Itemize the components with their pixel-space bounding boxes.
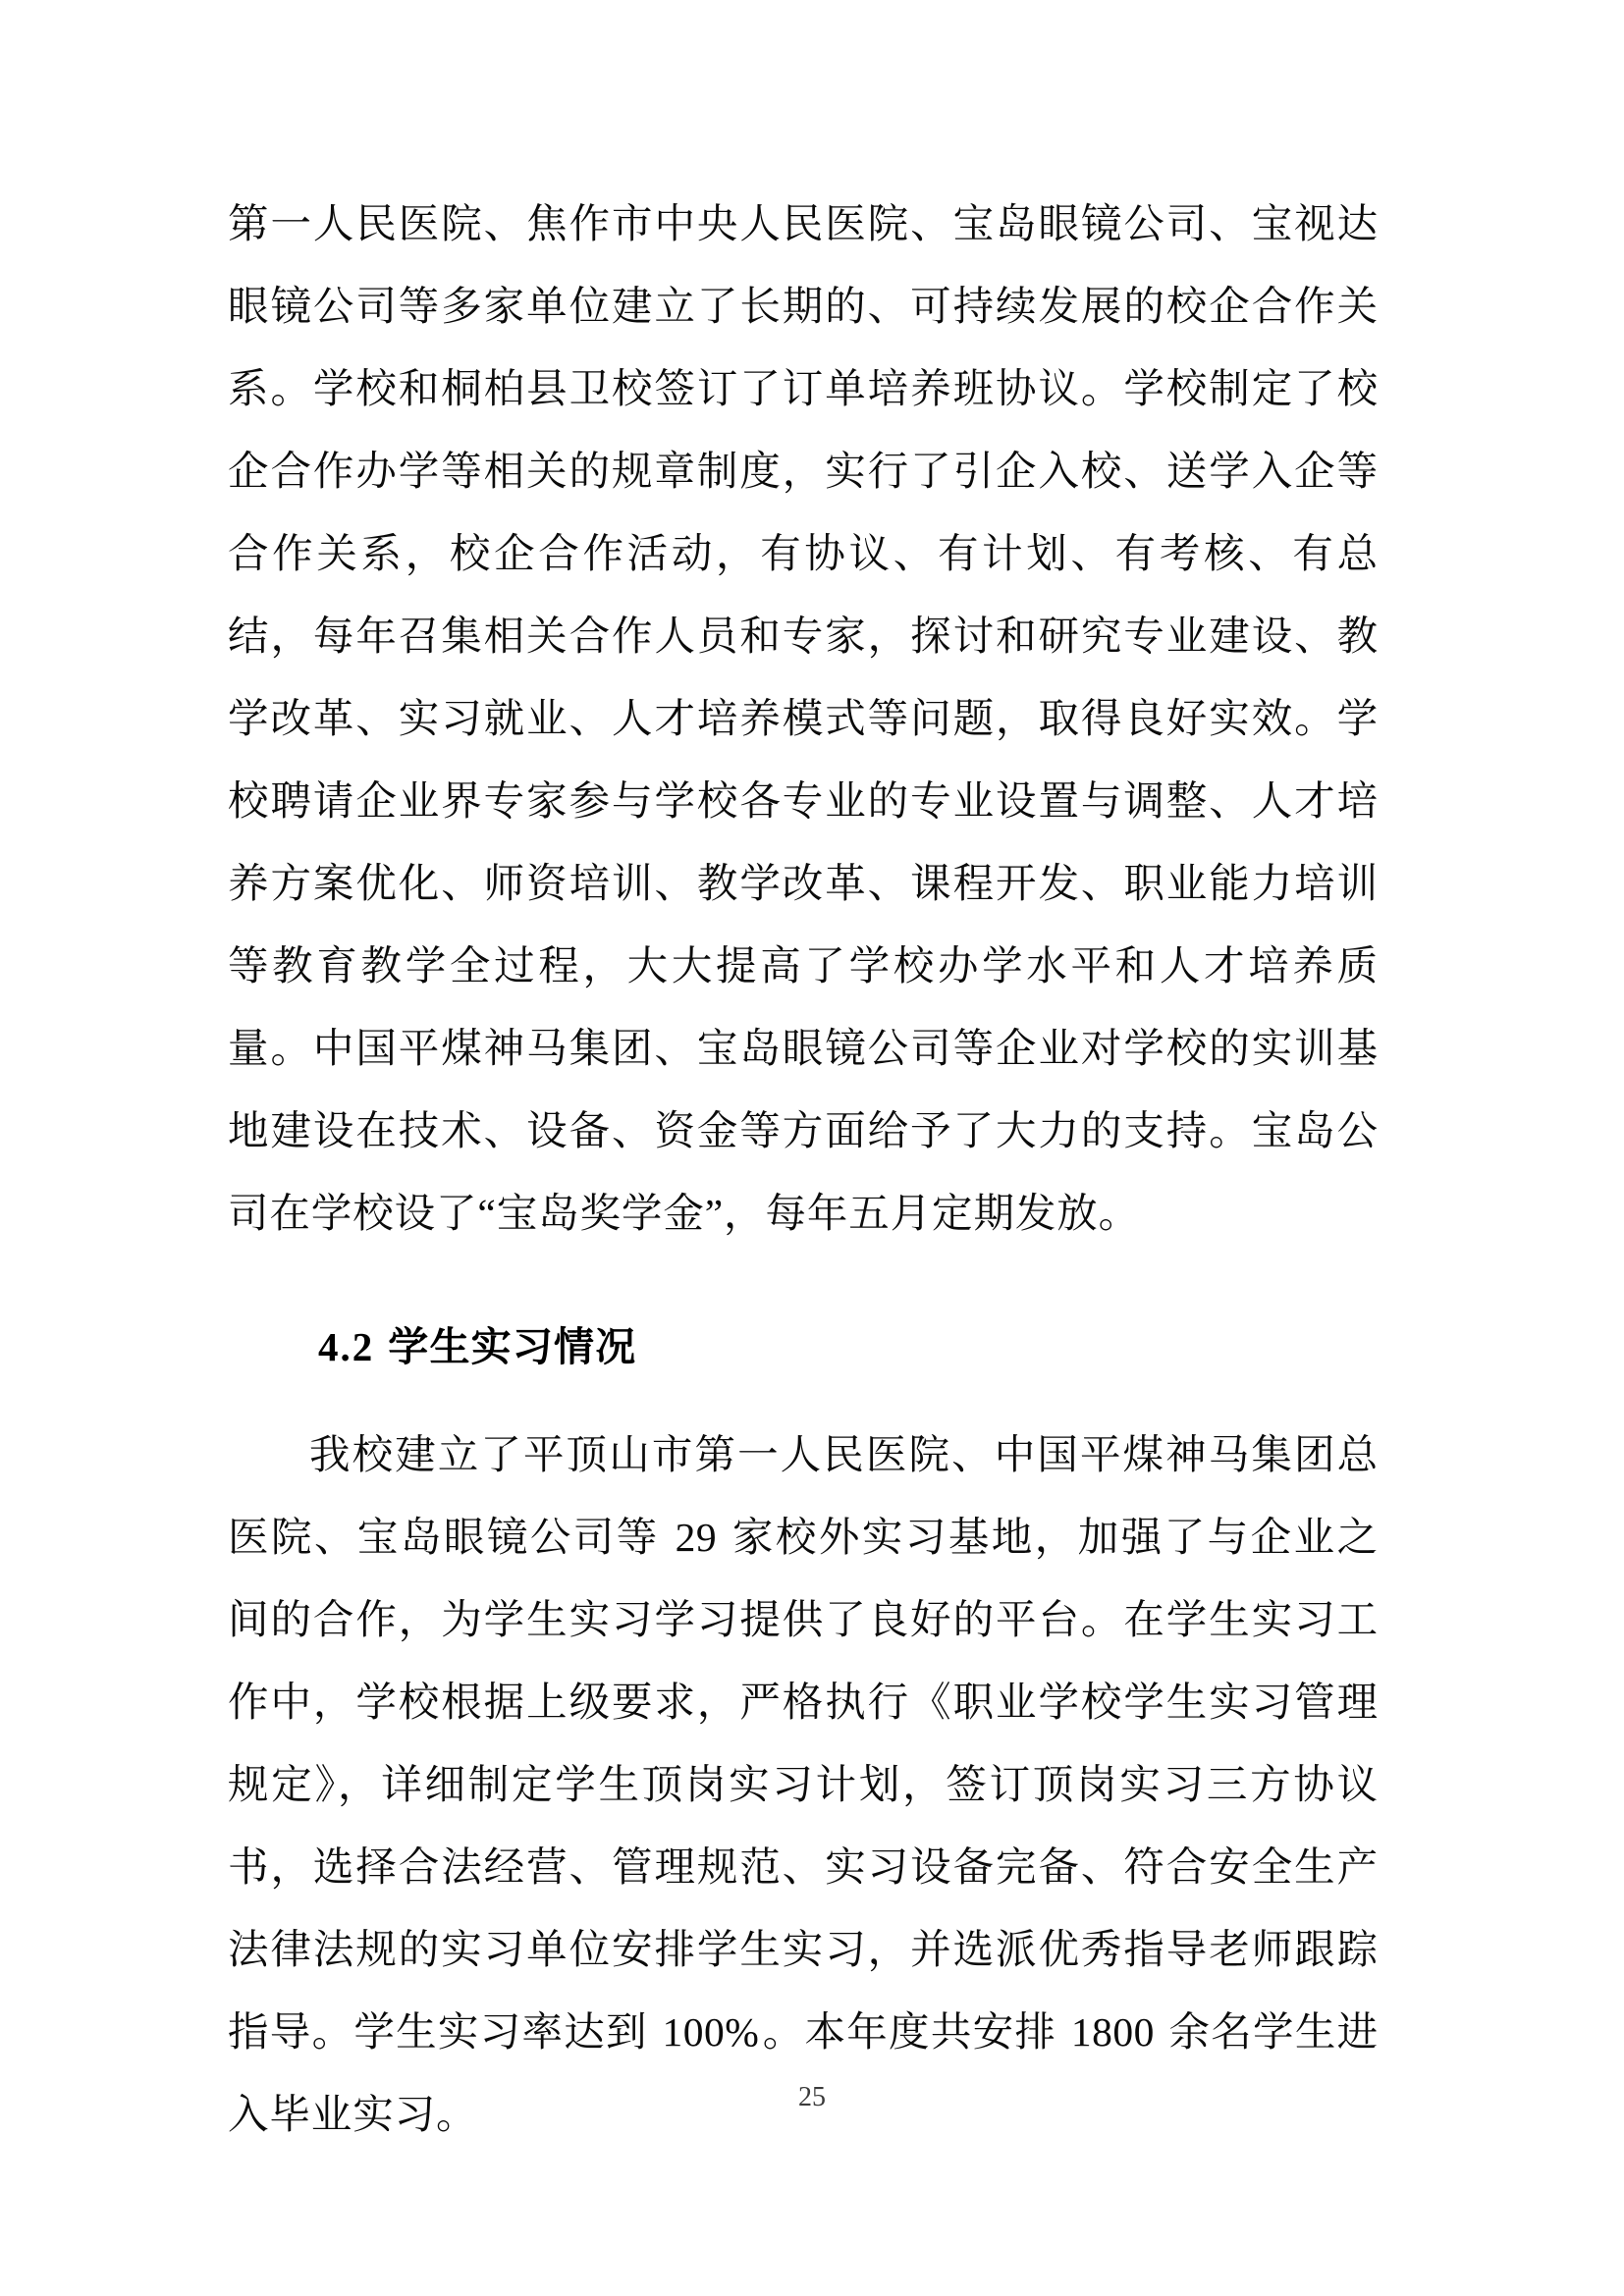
internship-base-count: 29 <box>675 1515 718 1560</box>
section-heading-number: 4.2 <box>318 1324 375 1369</box>
internship-rate-value: 100% <box>662 2009 760 2055</box>
student-count-value: 1800 <box>1070 2009 1155 2055</box>
page-content <box>228 183 1379 2156</box>
paragraph-2-segment-1: 我校建立了平顶山市第一人民医院、中国平煤神马集团总医院、宝岛眼镜公司等 <box>228 1432 1379 1560</box>
body-paragraph-2 <box>228 1414 1379 2156</box>
section-heading-title: 学生实习情况 <box>388 1324 637 1369</box>
body-paragraph-1: 第一人民医院、焦作市中央人民医院、宝岛眼镜公司、宝视达眼镜公司等多家单位建立了长期的、可持续发展的校企合作关系。学校和桐柏县卫校签订了订单培养班协议。学校制定了校企合作办学等相关的规章制度，实行了引企入校、送学入企等合作关系，校企合作活动，有协议、有计划、有考核、有总结，每年召集相关合作人员和专家，探讨和研究专业建设、教学改革、实习就业、人才培养模式等问题，取得良好实效。学校聘请企业界专家参与学校各专业的专业设置与调整、人才培养方案优化、师资培训、教学改革、课程开发、职业能力培训等教育教学全过程，大大提高了学校办学水平和人才培养质量。中国平煤神马集团、宝岛眼镜公司等企业对学校的实训基地建设在技术、设备、资金等方面给予了大力的支持。宝岛公司在学校设了“宝岛奖学金”，每年五月定期发放。 <box>228 201 1379 1236</box>
paragraph-2-segment-2: 家校外实习基地，加强了与企业之间的合作，为学生实习学习提供了良好的平台。在学生实习工作中，学校根据上级要求，严格执行《职业学校学生实习管理规定》，详细制定学生顶岗实习计划，签订顶岗实习三方协议书，选择合法经营、管理规范、实习设备完备、符合安全生产法律法规的实习单位安排学生实习，并选派优秀指导老师跟踪指导。学生实习率达到 <box>228 1515 1380 2055</box>
page-number: 25 <box>798 2082 826 2112</box>
paragraph-spacer <box>228 1255 1379 1270</box>
paragraph-2-segment-3: 。本年度共安排 <box>762 2009 1068 2055</box>
section-heading-block <box>228 1270 1379 1414</box>
paragraph-2-segment-4: 余名学生进入毕业实习。 <box>228 2009 1380 2137</box>
section-heading-4-2 <box>228 1306 1379 1388</box>
